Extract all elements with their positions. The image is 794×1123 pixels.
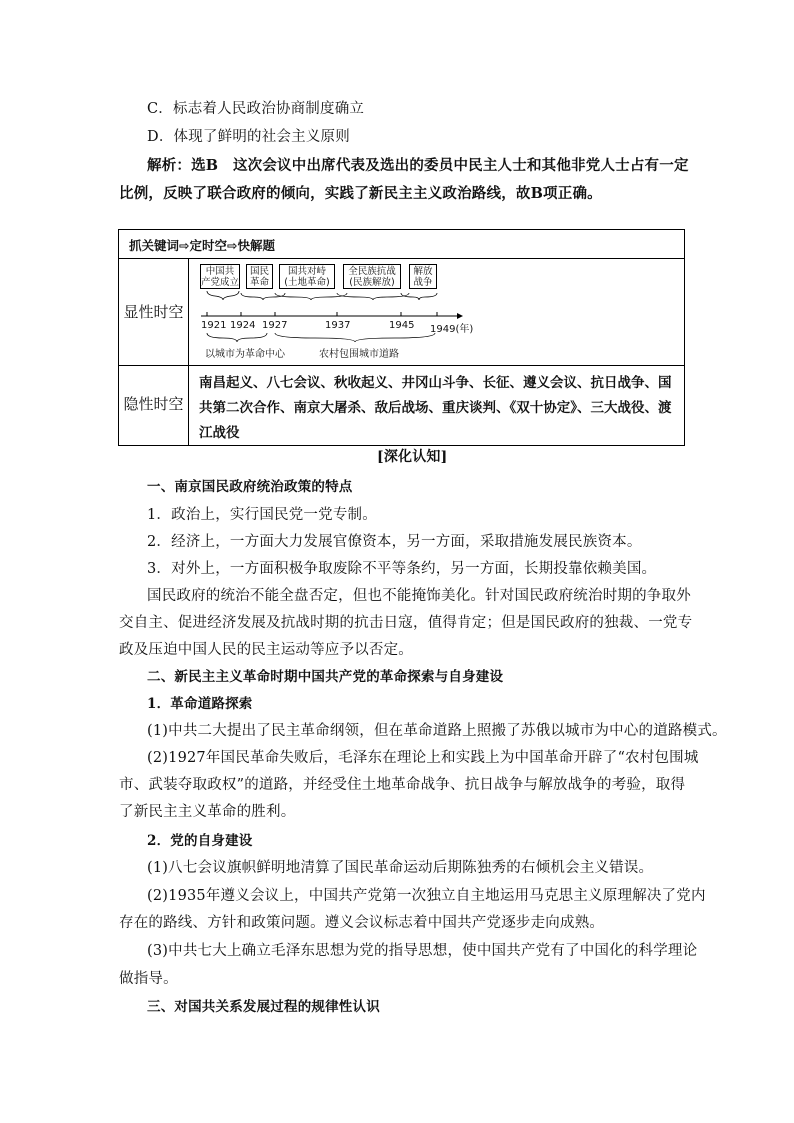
analysis-line-1 — [147, 154, 689, 175]
brace-5 — [401, 293, 437, 300]
heading-2-2: 2．党的自身建设 — [147, 833, 253, 849]
year-1924: 1924 — [230, 320, 256, 331]
table-header: 抓关键词⇨定时空⇨快解题 — [119, 230, 684, 259]
para-r3b: 做指导。 — [119, 971, 178, 987]
event-4-l2: (民族解放) — [349, 277, 395, 288]
analysis-line-2 — [119, 182, 602, 203]
brace-4 — [337, 293, 409, 300]
para-q1: (1)中共二大提出了民主革命纲领，但在革命道路上照搬了苏俄以城市为中心的道路模式。 — [147, 723, 727, 739]
brace-3 — [275, 293, 347, 300]
event-3-l2: (土地革命) — [284, 277, 330, 288]
para-q2c: 了新民主主义革命的胜利。 — [119, 804, 296, 820]
road-city-center: 以城市为革命中心 — [205, 349, 285, 360]
bottom-brace-1 — [207, 333, 267, 342]
road-rural-encircle: 农村包围城市道路 — [319, 349, 399, 360]
bottom-brace-2 — [275, 333, 435, 342]
analysis-text-2: 比例，反映了联合政府的倾向，实践了新民主主义政治路线，故B项正确。 — [119, 185, 602, 202]
section-title: [深化认知] — [377, 449, 448, 465]
event-2-l2: 革命 — [249, 277, 269, 288]
option-c: C．标志着人民政治协商制度确立 — [147, 101, 365, 117]
para-r3a: (3)中共七大上确立毛泽东思想为党的指导思想，使中国共产党有了中国化的科学理论 — [147, 943, 698, 959]
year-1927: 1927 — [262, 320, 288, 331]
axis-arrow — [457, 313, 463, 319]
event-1-l2: 产党成立 — [201, 277, 240, 288]
para-r1: (1)八七会议旗帜鲜明地清算了国民革命运动后期陈独秀的右倾机会主义错误。 — [147, 860, 654, 876]
option-d: D．体现了鲜明的社会主义原则 — [147, 129, 350, 145]
para-q2a: (2)1927年国民革命失败后，毛泽东在理论上和实践上为中国革命开辟了“农村包围城 — [147, 750, 699, 766]
event-4-l1: 全民族抗战 — [348, 266, 396, 277]
table-divider — [188, 259, 189, 445]
heading-3: 三、对国共关系发展过程的规律性认识 — [147, 999, 380, 1015]
para-2: 2．经济上，一方面大力发展官僚资本，另一方面，采取措施发展民族资本。 — [147, 534, 642, 550]
brace-1 — [207, 291, 239, 300]
para-4a: 国民政府的统治不能全盘否定，但也不能掩饰美化。针对国民政府统治时期的争取外 — [147, 588, 691, 604]
para-4b: 交自主、促进经济发展及抗战时期的抗击日寇，值得肯定；但是国民政府的独裁、一党专 — [119, 615, 693, 631]
brace-2 — [241, 293, 285, 300]
implicit-row — [119, 365, 684, 445]
year-1937: 1937 — [325, 320, 351, 331]
para-1: 1．政治上，实行国民党一党专制。 — [147, 507, 377, 523]
key-time-table — [118, 229, 685, 446]
implicit-events: 南昌起义、八七会议、秋收起义、井冈山斗争、长征、遵义会议、抗日战争、国共第二次合作、南京大屠杀、敌后战场、重庆谈判、《双十协定》、三大战役、渡江战役 — [199, 375, 672, 441]
explicit-label: 显性时空 — [123, 303, 184, 321]
para-r2a: (2)1935年遵义会议上，中国共产党第一次独立自主地运用马克思主义原理解决了党内 — [147, 888, 706, 904]
heading-2: 二、新民主主义革命时期中国共产党的革命探索与自身建设 — [147, 669, 504, 685]
explicit-row — [119, 259, 684, 366]
implicit-label: 隐性时空 — [123, 395, 184, 413]
heading-2-1: 1．革命道路探索 — [147, 696, 253, 712]
event-3-l1: 国共对峙 — [287, 266, 326, 277]
year-1945: 1945 — [389, 320, 415, 331]
heading-1: 一、南京国民政府统治政策的特点 — [147, 479, 353, 495]
event-2-l1: 国民 — [249, 266, 269, 277]
event-1-l1: 中国共 — [205, 266, 235, 277]
year-1921: 1921 — [201, 320, 227, 331]
year-1949: 1949(年) — [430, 324, 474, 335]
analysis-text: 解析：选B 这次会议中出席代表及选出的委员中民主人士和其他非党人士占有一定 — [147, 157, 689, 174]
para-q2b: 市、武装夺取政权”的道路，并经受住土地革命战争、抗日战争与解放战争的考验，取得 — [119, 777, 686, 793]
event-5-l2: 战争 — [413, 277, 433, 288]
para-4c: 政及压迫中国人民的民主运动等应予以否定。 — [119, 642, 413, 658]
para-3: 3．对外上，一方面积极争取废除不平等条约，另一方面，长期投靠依赖美国。 — [147, 561, 657, 577]
event-5-l1: 解放 — [413, 266, 433, 277]
timeline-svg — [119, 259, 679, 365]
para-r2b: 存在的路线、方针和政策问题。遵义会议标志着中国共产党逐步走向成熟。 — [119, 915, 605, 931]
